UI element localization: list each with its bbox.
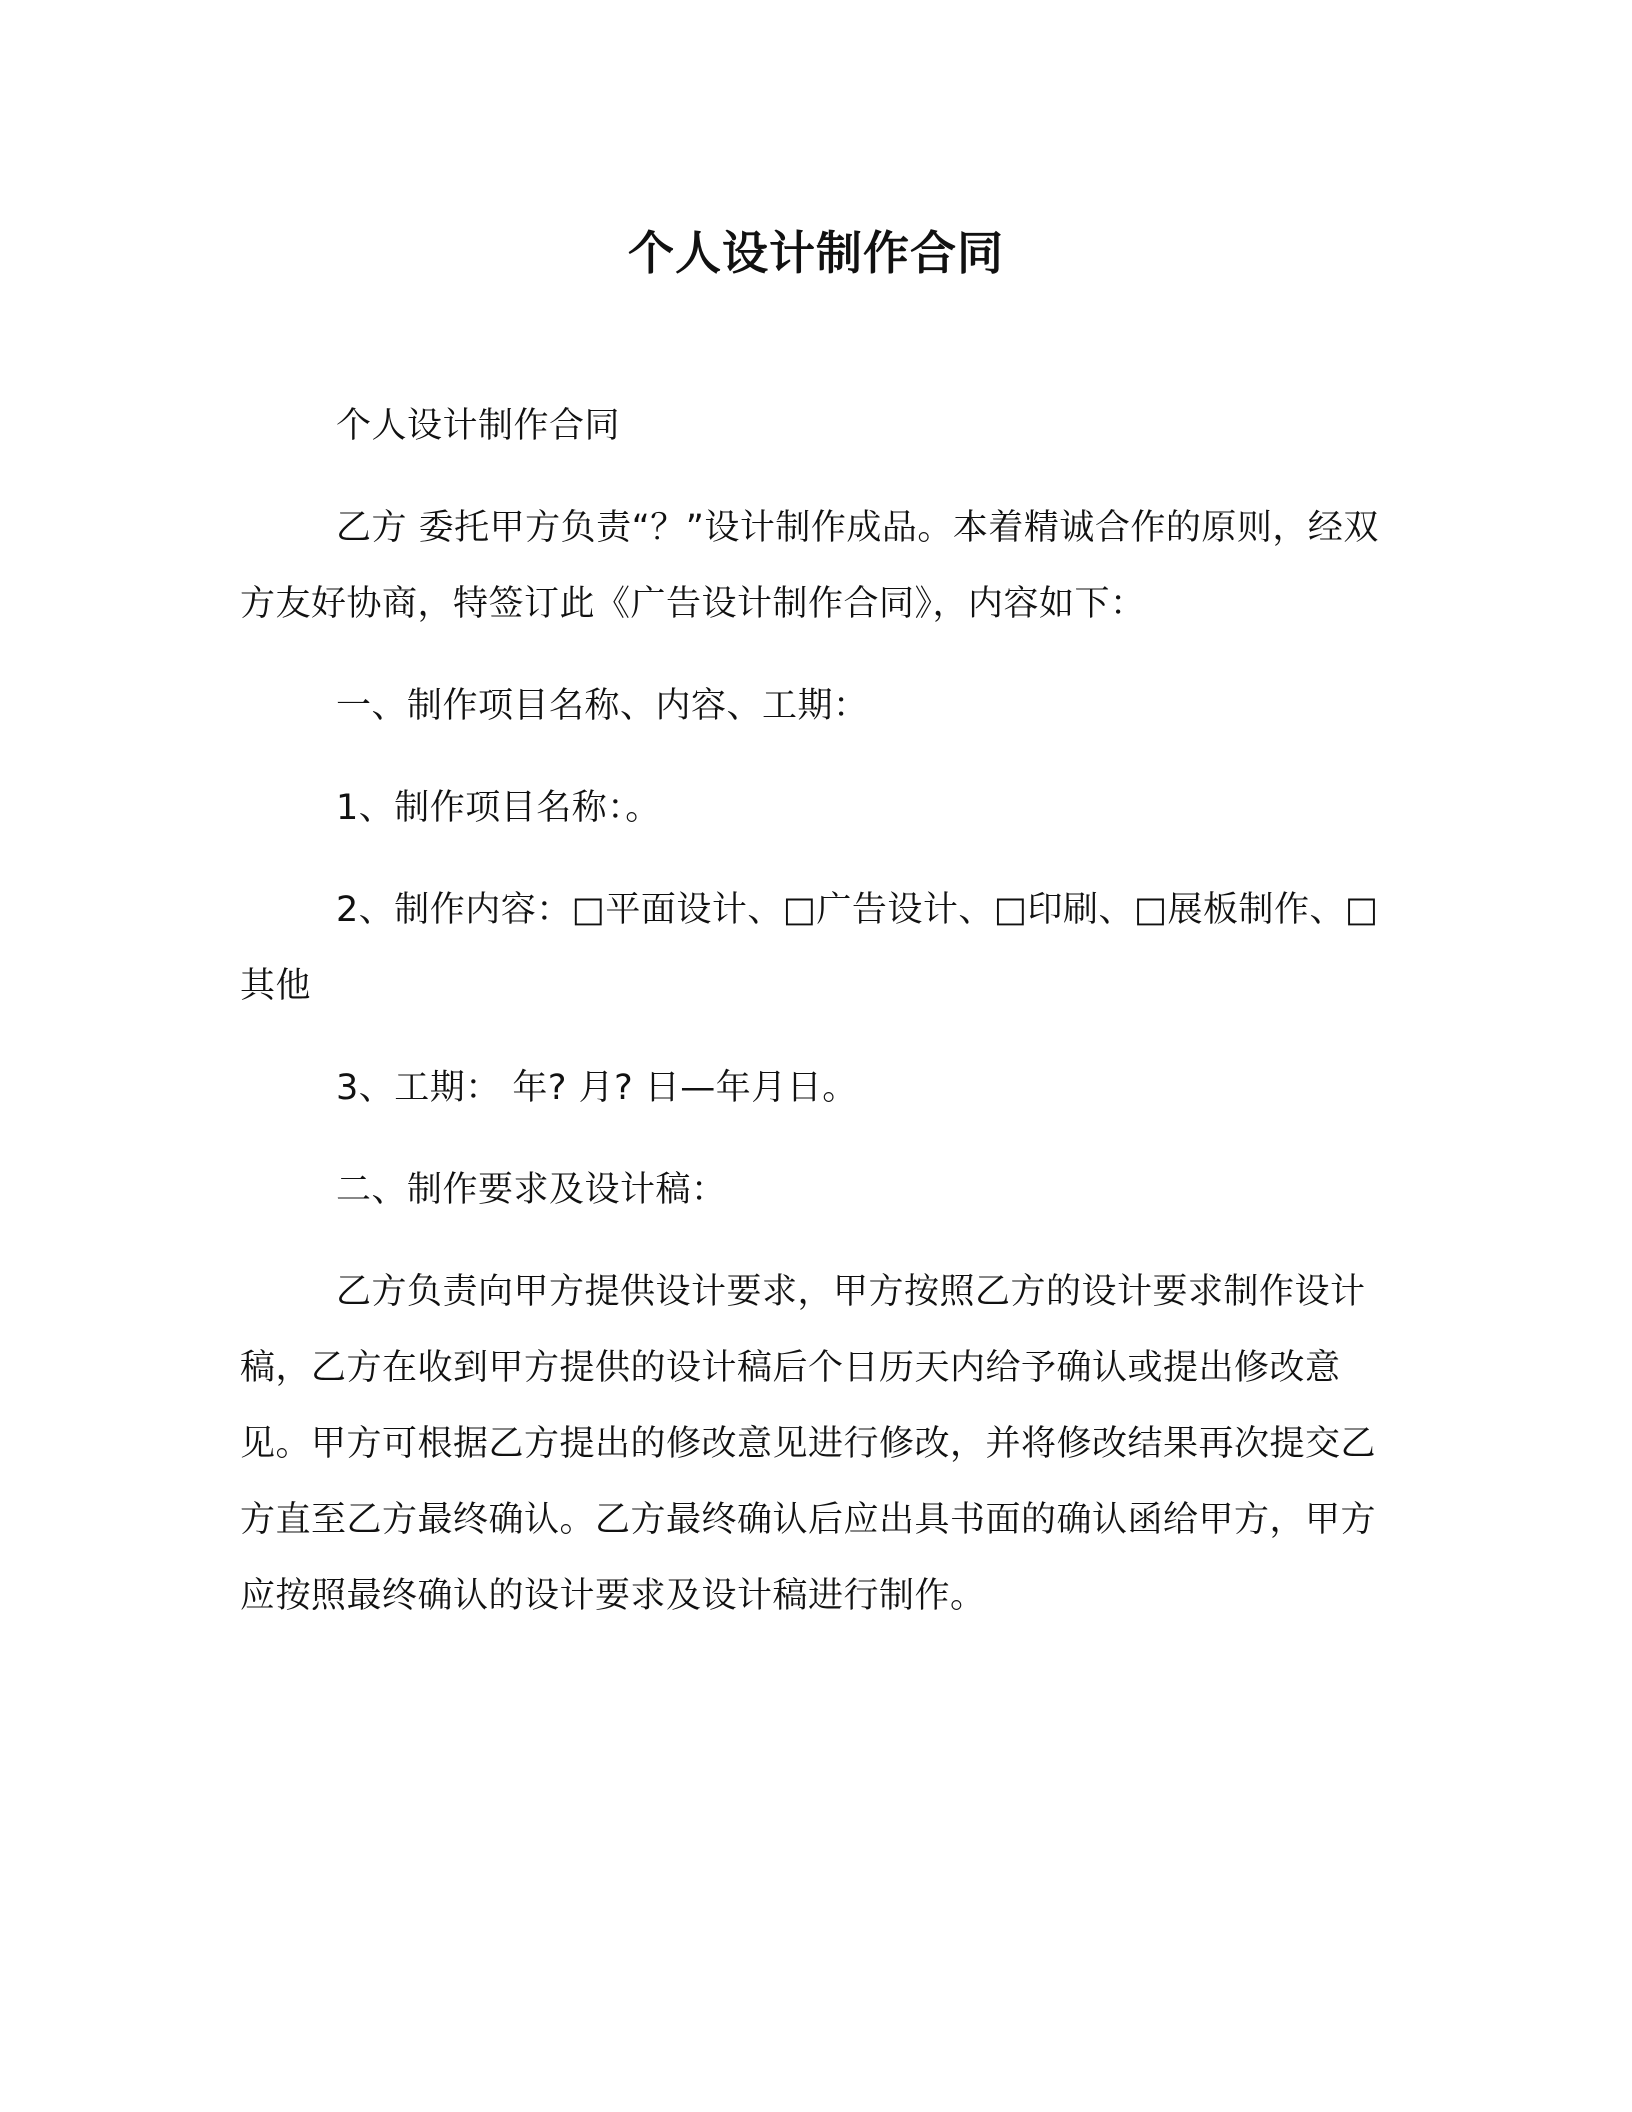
document-body bbox=[240, 388, 1390, 1660]
document-title: 个人设计制作合同 bbox=[628, 226, 1004, 280]
section-heading-2: 二、制作要求及设计稿： bbox=[336, 1170, 727, 1210]
item-schedule: 3、工期： 年? 月? 日—年月日。 bbox=[336, 1068, 858, 1108]
item-content: 2、制作内容：□平面设计、□广告设计、□印刷、□展板制作、□其他 bbox=[240, 890, 1379, 1006]
item-project-name: 1、制作项目名称：。 bbox=[336, 788, 661, 828]
section-heading-1: 一、制作项目名称、内容、工期： bbox=[336, 686, 869, 726]
paragraph-heading: 个人设计制作合同 bbox=[336, 406, 621, 446]
paragraph-intro: 乙方 委托甲方负责“？”设计制作成品。本着精诚合作的原则，经双方友好协商，特签订此《广告设计制作合同》，内容如下： bbox=[240, 508, 1379, 624]
paragraph-requirements: 乙方负责向甲方提供设计要求，甲方按照乙方的设计要求制作设计稿，乙方在收到甲方提供的设计稿后个日历天内给予确认或提出修改意见。甲方可根据乙方提出的修改意见进行修改，并将修改结果再次提交乙方直至乙方最终确认。乙方最终确认后应出具书面的确认函给甲方，甲方应按照最终确认的设计要求及设计稿进行制作。 bbox=[240, 1272, 1377, 1616]
